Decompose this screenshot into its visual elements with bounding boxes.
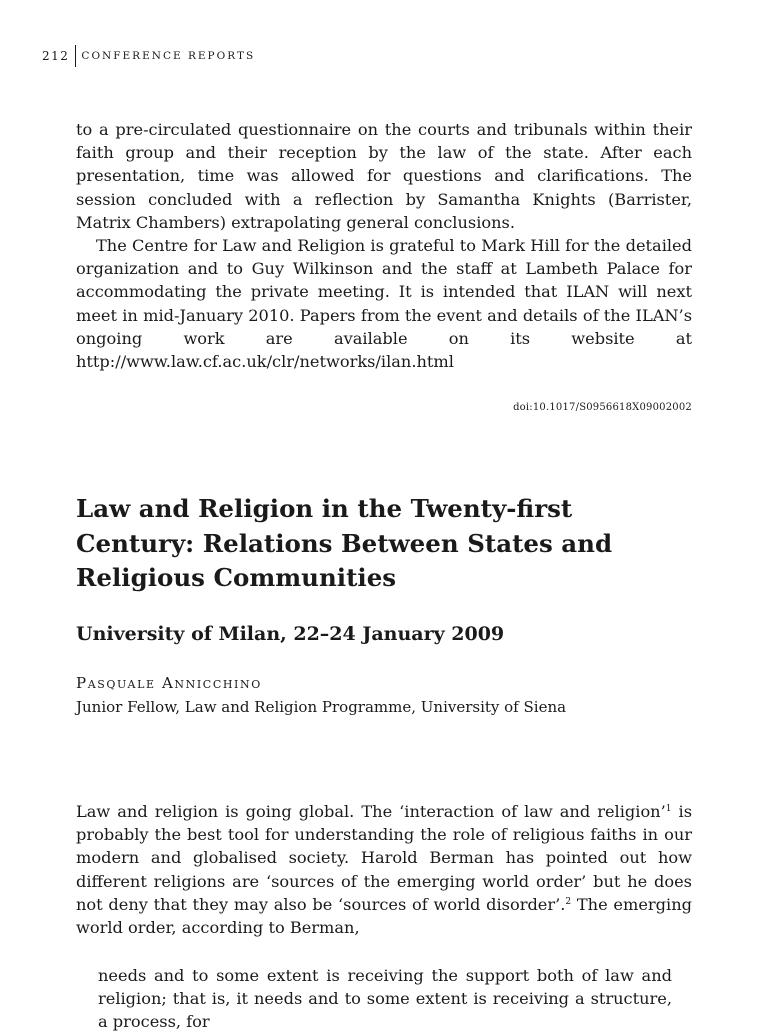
intro-text-1: Law and religion is going global. The ‘interaction of law and religion’ — [76, 802, 666, 821]
continued-text — [76, 118, 692, 373]
page-number: 212 — [42, 49, 70, 63]
footnote-ref-1[interactable]: 1 — [665, 804, 672, 814]
article-body — [76, 800, 692, 939]
author-name: Pasquale Annicchino — [76, 674, 262, 692]
intro-text-2: is probably the best tool for understanding the role of religious faiths in our modern and globalised society. Harold Berman has pointed out how different religions are ‘sources of the emerging world order’ but he does not deny that they may also be ‘sources of world disorder’. — [76, 802, 692, 914]
paragraph-intro — [76, 800, 692, 939]
article-title: Law and Religion in the Twenty-first Century: Relations Between States and Religious Communities — [76, 494, 613, 592]
author-affiliation: Junior Fellow, Law and Religion Programme, University of Siena — [76, 698, 567, 716]
conference-line: University of Milan, 22–24 January 2009 — [76, 623, 505, 645]
footnote-ref-2[interactable]: 2 — [565, 896, 572, 907]
doi-label: doi:10.1017/S0956618X09002002 — [513, 402, 692, 413]
section-title: CONFERENCE REPORTS — [81, 50, 256, 62]
paragraph-continued: to a pre-circulated questionnaire on the courts and tribunals within their faith group and their reception by the law of the state. After each presentation, time was allowed for questions and clarifications. The session concluded with a reflection by Samantha Knights (Barrister, Matrix Chambers) extrapolating general conclusions. — [76, 120, 692, 232]
intro-text-3: The emerging world order, according to Berman, — [76, 894, 692, 938]
running-head — [42, 46, 255, 66]
paragraph-acknowledgement: The Centre for Law and Religion is grateful to Mark Hill for the detailed organization and to Guy Wilkinson and the staff at Lambeth Palace for accommodating the private meeting. It is intended that ILAN will next meet in mid-January 2010. Papers from the event and details of the ILAN’s ongoing work are available on its website at http://www.law.cf.ac.uk/clr/networks/ilan.html — [76, 236, 692, 372]
block-quote: needs and to some extent is receiving the support both of law and religion; that is, it needs and to some extent is receiving a structure, a process, for — [98, 966, 672, 1032]
header-divider — [75, 45, 76, 67]
